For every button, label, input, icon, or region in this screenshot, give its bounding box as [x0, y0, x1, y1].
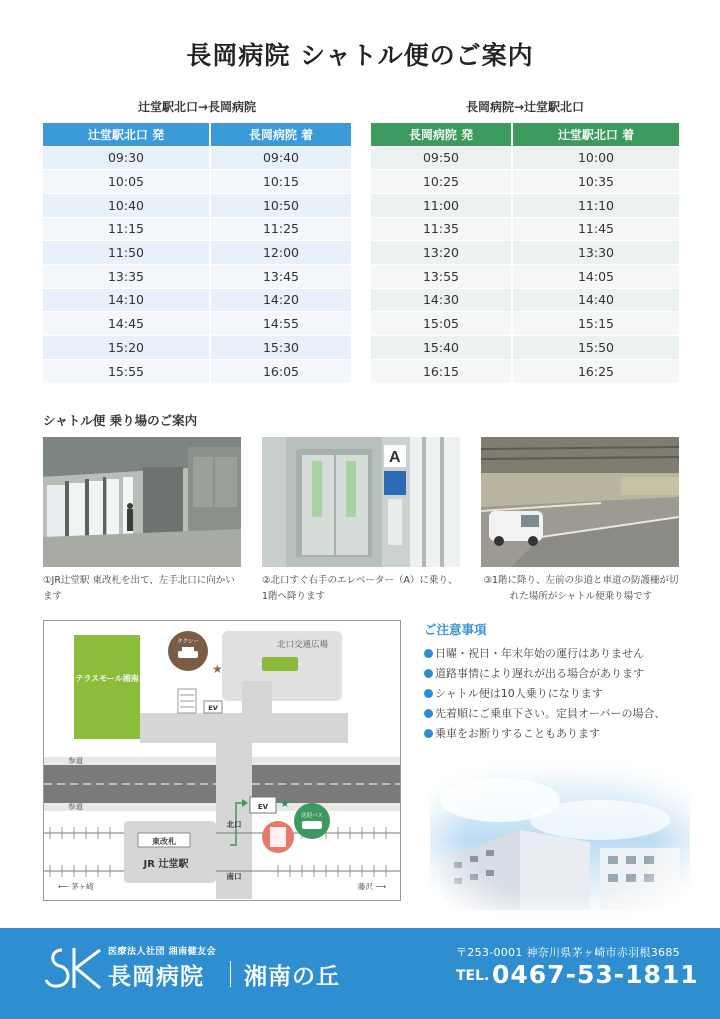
- arrival-time: 13:30: [512, 241, 679, 265]
- departure-time: 11:00: [371, 193, 512, 217]
- table-row: [371, 217, 679, 241]
- map-terrace-label: テラスモール湘南: [75, 674, 139, 683]
- notes-title: ご注意事項: [424, 622, 487, 637]
- table-row: [371, 312, 679, 336]
- arrival-time: 11:10: [512, 193, 679, 217]
- photo-boarding-point: [481, 437, 679, 567]
- table-row: [43, 336, 351, 360]
- note-item: シャトル便は10人乗りになります: [424, 684, 704, 704]
- arrival-time: 10:15: [210, 170, 351, 194]
- arrival-time: 12:00: [210, 241, 351, 265]
- org-name: 医療法人社団 湘南健友会: [108, 947, 217, 957]
- departure-time: 11:15: [43, 217, 210, 241]
- arrival-time: 15:30: [210, 336, 351, 360]
- map-taxi-label: タクシー: [176, 639, 200, 645]
- route-title-to-hospital: 辻堂駅北口→長岡病院: [137, 100, 257, 114]
- caption-step-1: ①JR辻堂駅 東改札を出て、左手北口に向かいます: [43, 575, 235, 602]
- table-row: [371, 241, 679, 265]
- svg-text:★: ★: [280, 797, 290, 810]
- departure-time: 10:05: [43, 170, 210, 194]
- departure-time: 11:35: [371, 217, 512, 241]
- divider: [230, 961, 231, 987]
- route-title-to-station: 長岡病院→辻堂駅北口: [465, 100, 585, 114]
- address: 〒253-0001 神奈川県茅ヶ崎市赤羽根3685: [456, 946, 680, 959]
- svg-text:★: ★: [212, 662, 223, 676]
- departure-time: 11:50: [43, 241, 210, 265]
- map-fujisawa-label: 藤沢 ⟶: [357, 882, 386, 891]
- table-row: [371, 288, 679, 312]
- departure-time: 15:55: [43, 359, 210, 383]
- departure-time: 13:55: [371, 264, 512, 288]
- map-ev-upper: EV: [208, 704, 218, 712]
- table-row: [43, 264, 351, 288]
- arrival-time: 13:45: [210, 264, 351, 288]
- hospital-building-image: [430, 760, 690, 920]
- map-bus-label: 送迎バス: [300, 813, 324, 819]
- arrival-time: 11:45: [512, 217, 679, 241]
- table-row: [371, 264, 679, 288]
- notes-section: [424, 620, 704, 744]
- arrival-time: 16:25: [512, 359, 679, 383]
- table-row: [43, 170, 351, 194]
- departure-time: 14:10: [43, 288, 210, 312]
- arrival-time: 15:15: [512, 312, 679, 336]
- table-row: [43, 193, 351, 217]
- departure-time: 14:30: [371, 288, 512, 312]
- table-row: [43, 217, 351, 241]
- note-item-continuation: [424, 724, 704, 744]
- column-header-arrive: 辻堂駅北口 着: [512, 123, 679, 146]
- arrival-time: 09:40: [210, 146, 351, 170]
- table-row: [371, 359, 679, 383]
- access-map: [43, 620, 401, 901]
- caption-step-3: ③1階に降り、左前の歩道と車道の防護柵が切れた場所がシャトル便乗り場です: [483, 575, 679, 602]
- departure-time: 13:20: [371, 241, 512, 265]
- arrival-time: 14:20: [210, 288, 351, 312]
- arrival-time: 10:35: [512, 170, 679, 194]
- photo-elevator: [262, 437, 460, 567]
- table-row: [371, 170, 679, 194]
- table-row: [43, 146, 351, 170]
- map-south-exit: 南口: [226, 872, 242, 881]
- map-north-exit: 北口: [226, 820, 242, 829]
- photo-station-concourse: [43, 437, 241, 567]
- arrival-time: 10:50: [210, 193, 351, 217]
- table-row: [43, 241, 351, 265]
- map-chigasaki-label: ⟵ 茅ヶ崎: [58, 882, 94, 891]
- page-title: 長岡病院 シャトル便のご案内: [186, 41, 534, 70]
- map-ev-a-label: A: [389, 449, 401, 466]
- departure-time: 10:25: [371, 170, 512, 194]
- departure-time: 15:05: [371, 312, 512, 336]
- map-ev-lower: EV: [257, 803, 269, 811]
- table-row: [43, 359, 351, 383]
- note-item: 道路事情により遅れが出る場合があります: [424, 664, 704, 684]
- map-plaza-label: 北口交通広場: [276, 640, 328, 650]
- table-row: [43, 312, 351, 336]
- table-row: [371, 146, 679, 170]
- phone-number: 0467-53-1811: [492, 960, 699, 989]
- map-east-gate: 東改札: [152, 837, 176, 846]
- note-continuation-text: 乗車をお断りすることもあります: [435, 727, 600, 740]
- arrival-time: 14:05: [512, 264, 679, 288]
- boarding-section-title: シャトル便 乗り場のご案内: [43, 413, 198, 428]
- tel-label: TEL.: [456, 968, 490, 984]
- timetable-to-hospital: [43, 123, 351, 383]
- departure-time: 15:20: [43, 336, 210, 360]
- table-row: [43, 288, 351, 312]
- arrival-time: 11:25: [210, 217, 351, 241]
- map-station-name: JR 辻堂駅: [143, 859, 189, 870]
- arrival-time: 10:00: [512, 146, 679, 170]
- caption-step-2: ②北口すぐ右手のエレベーター（A）に乗り、1階へ降ります: [262, 575, 458, 602]
- note-item: 先着順にご乗車下さい。定員オーバーの場合、: [424, 704, 704, 724]
- map-sando-bottom: 参道: [68, 802, 83, 811]
- timetable-to-station: [371, 123, 679, 383]
- table-row: [371, 336, 679, 360]
- footer: [0, 928, 720, 1019]
- departure-time: 09:50: [371, 146, 512, 170]
- arrival-time: 16:05: [210, 359, 351, 383]
- hospital-name: 長岡病院: [108, 964, 204, 990]
- departure-time: 14:45: [43, 312, 210, 336]
- departure-time: 13:35: [43, 264, 210, 288]
- departure-time: 16:15: [371, 359, 512, 383]
- departure-time: 09:30: [43, 146, 210, 170]
- arrival-time: 15:50: [512, 336, 679, 360]
- column-header-depart: 辻堂駅北口 発: [43, 123, 210, 146]
- hospital-subtitle: 湘南の丘: [244, 964, 340, 990]
- arrival-time: 14:40: [512, 288, 679, 312]
- departure-time: 15:40: [371, 336, 512, 360]
- departure-time: 10:40: [43, 193, 210, 217]
- map-sando-top: 参道: [68, 756, 83, 765]
- arrival-time: 14:55: [210, 312, 351, 336]
- column-header-arrive: 長岡病院 着: [210, 123, 351, 146]
- sk-logo-icon: [44, 944, 102, 992]
- table-row: [371, 193, 679, 217]
- note-item: 日曜・祝日・年末年始の運行はありません: [424, 644, 704, 664]
- column-header-depart: 長岡病院 発: [371, 123, 512, 146]
